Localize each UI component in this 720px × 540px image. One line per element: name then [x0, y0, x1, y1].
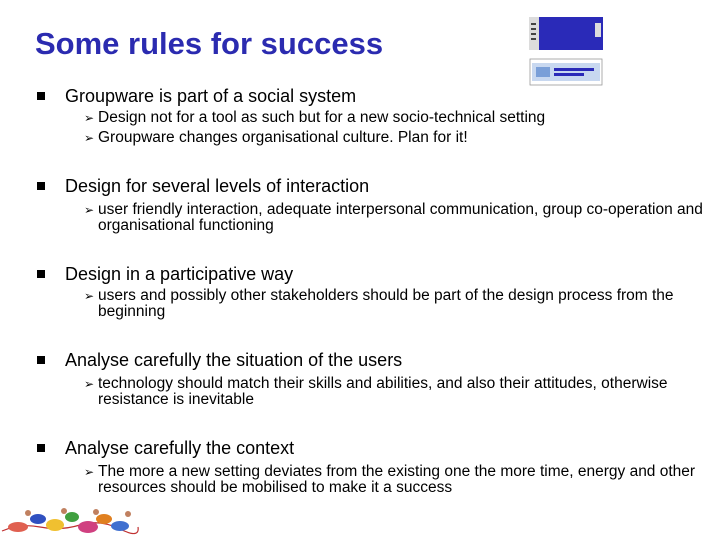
sub-bullet-text: Groupware changes organisational culture. Plan for it! — [98, 129, 468, 146]
sub-bullet-text: The more a new setting deviates from the existing one the more time, energy and other resources should be mobilised to make it a success — [98, 463, 696, 496]
arrowhead-bullet-icon: ➢ — [84, 111, 95, 125]
slide-title: Some rules for success — [35, 26, 384, 61]
square-bullet-icon — [37, 182, 45, 190]
square-bullet-icon — [37, 356, 45, 364]
sub-bullet-text: technology should match their skills and abilities, and also their attitudes, otherwise resistance is inevitable — [98, 375, 668, 408]
square-bullet-icon — [37, 444, 45, 452]
arrowhead-bullet-icon: ➢ — [84, 377, 95, 391]
arrowhead-bullet-icon: ➢ — [84, 465, 95, 479]
sub-bullet-text: Design not for a tool as such but for a new socio-technical setting — [98, 109, 546, 126]
arrowhead-bullet-icon: ➢ — [84, 203, 95, 217]
screenshot-thumbnail-image — [516, 15, 606, 90]
sub-bullet-text: users and possibly other stakeholders should be part of the design process from the beginning — [98, 287, 674, 320]
bullet-text: Analyse carefully the situation of the users — [65, 350, 403, 370]
arrowhead-bullet-icon: ➢ — [84, 289, 95, 303]
square-bullet-icon — [37, 270, 45, 278]
people-clipart-image — [0, 505, 140, 540]
bullet-text: Groupware is part of a social system — [65, 86, 357, 106]
square-bullet-icon — [37, 92, 45, 100]
bullet-text: Design in a participative way — [65, 264, 294, 284]
arrowhead-bullet-icon: ➢ — [84, 131, 95, 145]
sub-bullet-text: user friendly interaction, adequate interpersonal communication, group co-operation and organisational functioning — [98, 201, 703, 234]
bullet-text: Design for several levels of interaction — [65, 176, 370, 196]
bullet-text: Analyse carefully the context — [65, 438, 295, 458]
